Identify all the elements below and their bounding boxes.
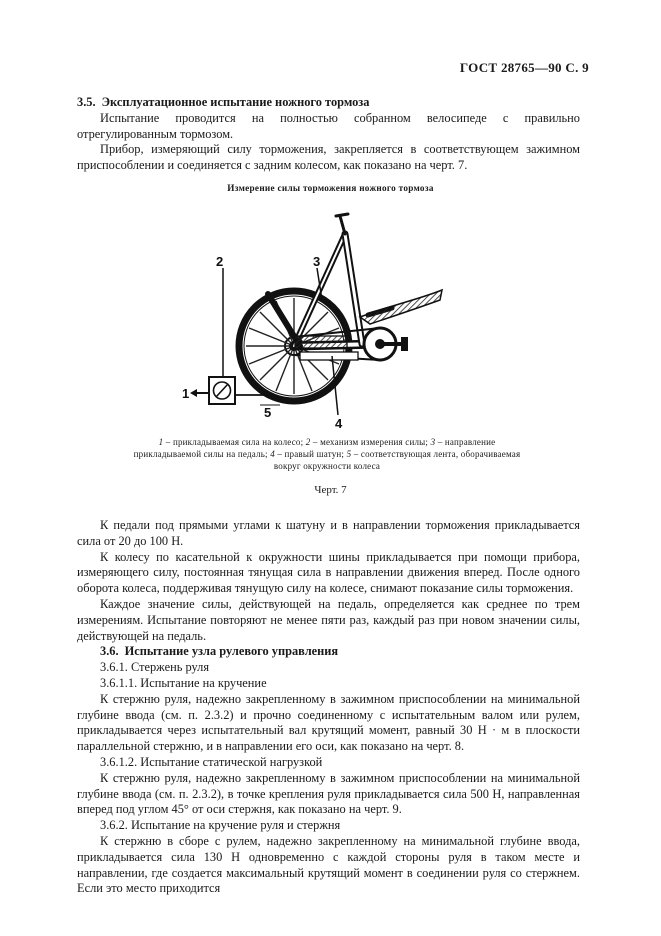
- paragraph: К стержню руля, надежно закрепленному в зажимном приспособлении на минимальной глубине ввода (см. п. 2.3.2), в точке крепления руля прикладывается сила 500 Н, направленная вперед под углом 45° от оси стержня, как показано на черт. 9.: [77, 770, 580, 817]
- force-arrow: [190, 389, 209, 397]
- caption-text: – соответствующая лента, оборачиваемая вокруг окружности колеса: [273, 449, 521, 471]
- paragraph: К стержню руля, надежно закрепленному в зажимном приспособлении на минимальной глубине ввода (см. п. 2.3.2) и прочно соединенному с испытательным валом или рулем, прикладывается через испытательный вал крутящий момент, равный 30 Н · м в плоскости параллельной стержню, и в направлении его оси, как показано на черт. 8.: [77, 691, 580, 754]
- caption-text: – прикладываемая сила на колесо;: [163, 437, 306, 447]
- caption-number: 1: [158, 437, 164, 447]
- subsection-heading: 3.6.1. Стержень руля: [100, 660, 210, 675]
- caption-text: – правый шатун;: [274, 449, 347, 459]
- chain-guard: [360, 290, 442, 324]
- subsection-heading: 3.6.1.1. Испытание на кручение: [100, 675, 267, 690]
- paragraph: Каждое значение силы, действующей на педаль, определяется как среднее по трем измерениям. Испытание повторяют не менее пяти раз, каждый раз при новом значении силы, действующей на педаль.: [77, 596, 580, 643]
- section-heading: [77, 95, 580, 111]
- figure-caption: [128, 436, 526, 472]
- section-3-5: [77, 95, 580, 174]
- section-heading: [77, 644, 580, 660]
- paragraph: Прибор, измеряющий силу торможения, закрепляется в соответствующем зажимном приспособлении и соединяется с задним колесом, как показано на черт. 7.: [77, 142, 580, 173]
- paragraph: К педали под прямыми углами к шатуну и в направлении торможения прикладывается сила от 20 до 100 Н.: [77, 518, 580, 548]
- label-1: 1: [182, 386, 190, 401]
- body-text: [77, 518, 580, 897]
- subsection-heading: 3.6.1.2. Испытание статической нагрузкой: [100, 754, 323, 769]
- caption-number: 3: [430, 437, 436, 447]
- section-title: Испытание узла рулевого управления: [124, 644, 339, 659]
- label-4: 4: [335, 416, 343, 429]
- measuring-gauge: [209, 377, 235, 404]
- page-header: ГОСТ 28765—90 С. 9: [459, 60, 589, 75]
- subsection-heading: 3.6.2. Испытание на кручение руля и стержня: [100, 818, 341, 833]
- pedal: [401, 337, 408, 351]
- figure-title: Измерение силы торможения ножного тормоза: [227, 183, 434, 193]
- bicycle-brake-diagram: [180, 204, 460, 429]
- caption-text: – направление прикладываемой силы на педаль;: [133, 437, 496, 459]
- paragraph: К стержню в сборе с рулем, надежно закрепленному на минимальной глубине ввода, прикладывается сила 130 Н одновременно с каждой стороны руля в таком месте и направлении, где создается максимальный крутящий момент в соединении руля со стержнем. Если это место приходится: [77, 833, 580, 896]
- section-title: Эксплуатационное испытание ножного тормоза: [101, 95, 370, 109]
- label-3: 3: [313, 254, 321, 269]
- paragraph: Испытание проводится на полностью собранном велосипеде с правильно отрегулированным тормозом.: [77, 110, 580, 141]
- section-number: 3.6.: [100, 644, 119, 659]
- figure-label: Черт. 7: [314, 484, 347, 496]
- caption-number: 5: [346, 449, 352, 459]
- caption-text: – механизм измерения силы;: [310, 437, 431, 447]
- label-5: 5: [264, 405, 272, 420]
- caption-number: 2: [305, 437, 311, 447]
- section-number: 3.5.: [77, 95, 96, 109]
- caption-number: 4: [270, 449, 275, 459]
- label-2: 2: [216, 254, 224, 269]
- paragraph: К колесу по касательной к окружности шины прикладывается при помощи прибора, измеряющего силу, постоянная тянущая сила в направлении движения вперед. После одного оборота колеса, поддерживая тянущую силу на колесе, снимают показание силы торможения.: [77, 549, 580, 596]
